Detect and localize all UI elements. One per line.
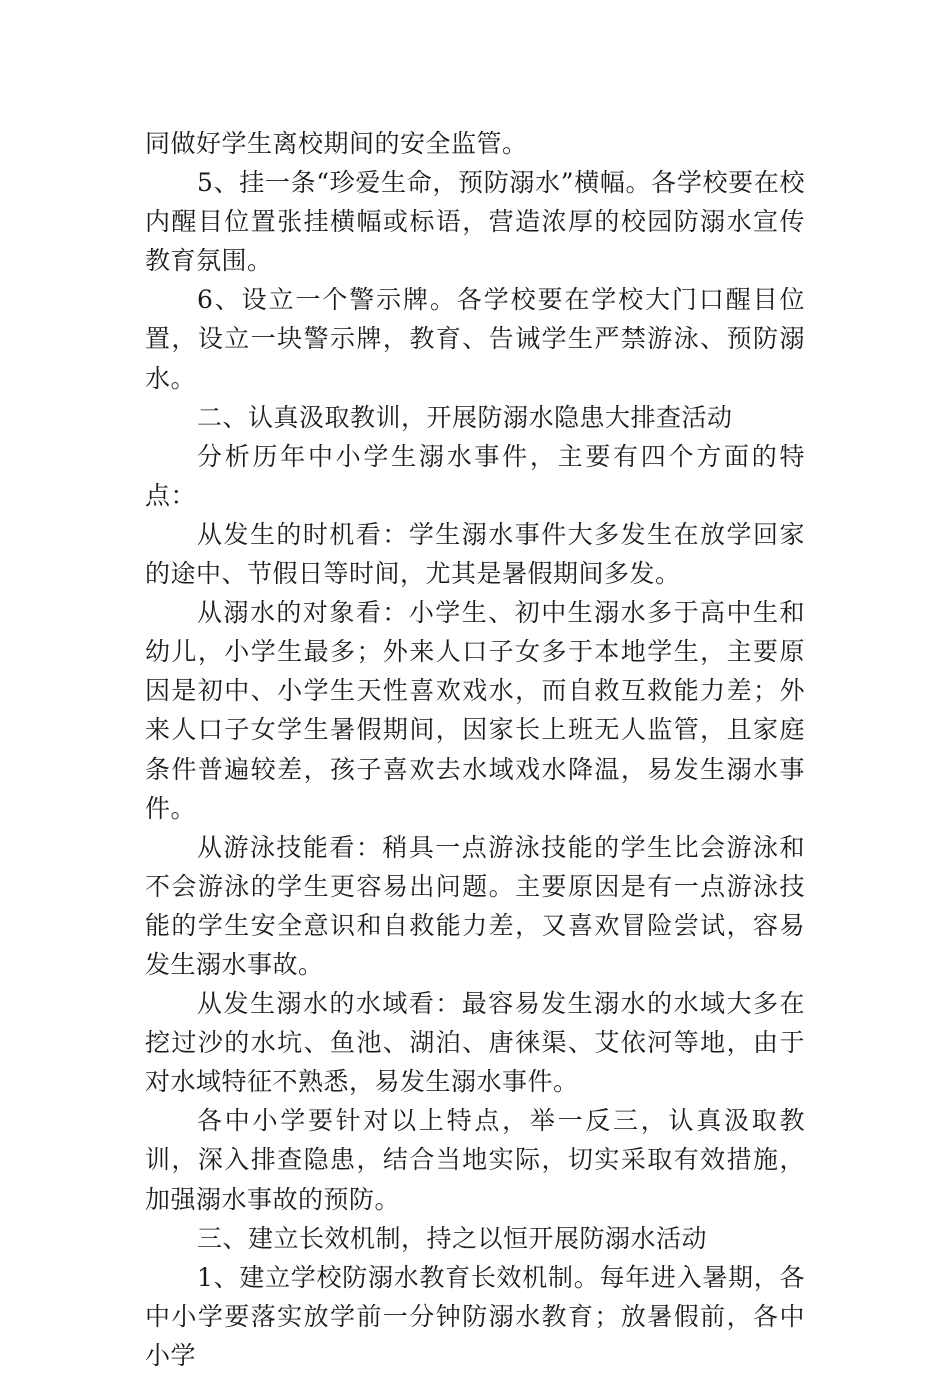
paragraph-continuation: 同做好学生离校期间的安全监管。 [145, 129, 528, 158]
document-page [145, 124, 805, 1375]
paragraph-item-5-banner: 5、挂一条“珍爱生命，预防溺水”横幅。各学校要在校内醒目位置张挂横幅或标语，营造浓厚的校园防溺水宣传教育氛围。 [145, 168, 805, 276]
paragraph-item-1-mechanism: 1、建立学校防溺水教育长效机制。每年进入暑期，各中小学要落实放学前一分钟防溺水教育；放暑假前，各中小学 [145, 1262, 805, 1370]
paragraph-measures: 各中小学要针对以上特点，举一反三，认真汲取教训，深入排查隐患，结合当地实际，切实采取有效措施，加强溺水事故的预防。 [145, 1106, 805, 1214]
paragraph-targets: 从溺水的对象看：小学生、初中生溺水多于高中生和幼儿，小学生最多；外来人口子女多于本地学生，主要原因是初中、小学生天性喜欢戏水，而自救互救能力差；外来人口子女学生暑假期间，因家长上班无人监管，且家庭条件普遍较差，孩子喜欢去水域戏水降温，易发生溺水事件。 [145, 598, 805, 823]
paragraph-swimming-skill: 从游泳技能看：稍具一点游泳技能的学生比会游泳和不会游泳的学生更容易出问题。主要原因是有一点游泳技能的学生安全意识和自救能力差，又喜欢冒险尝试，容易发生溺水事故。 [145, 832, 805, 979]
paragraph-analysis-intro: 分析历年中小学生溺水事件，主要有四个方面的特点： [145, 441, 805, 510]
section-heading-3: 三、建立长效机制，持之以恒开展防溺水活动 [197, 1223, 708, 1253]
paragraph-item-6-warning-sign: 6、设立一个警示牌。各学校要在学校大门口醒目位置，设立一块警示牌，教育、告诫学生严禁游泳、预防溺水。 [145, 285, 805, 393]
paragraph-water-areas: 从发生溺水的水域看：最容易发生溺水的水域大多在挖过沙的水坑、鱼池、湖泊、唐徕渠、艾依河等地，由于对水域特征不熟悉，易发生溺水事件。 [145, 989, 805, 1097]
paragraph-timing: 从发生的时机看：学生溺水事件大多发生在放学回家的途中、节假日等时间，尤其是暑假期间多发。 [145, 519, 805, 589]
section-heading-2: 二、认真汲取教训，开展防溺水隐患大排查活动 [197, 402, 733, 432]
